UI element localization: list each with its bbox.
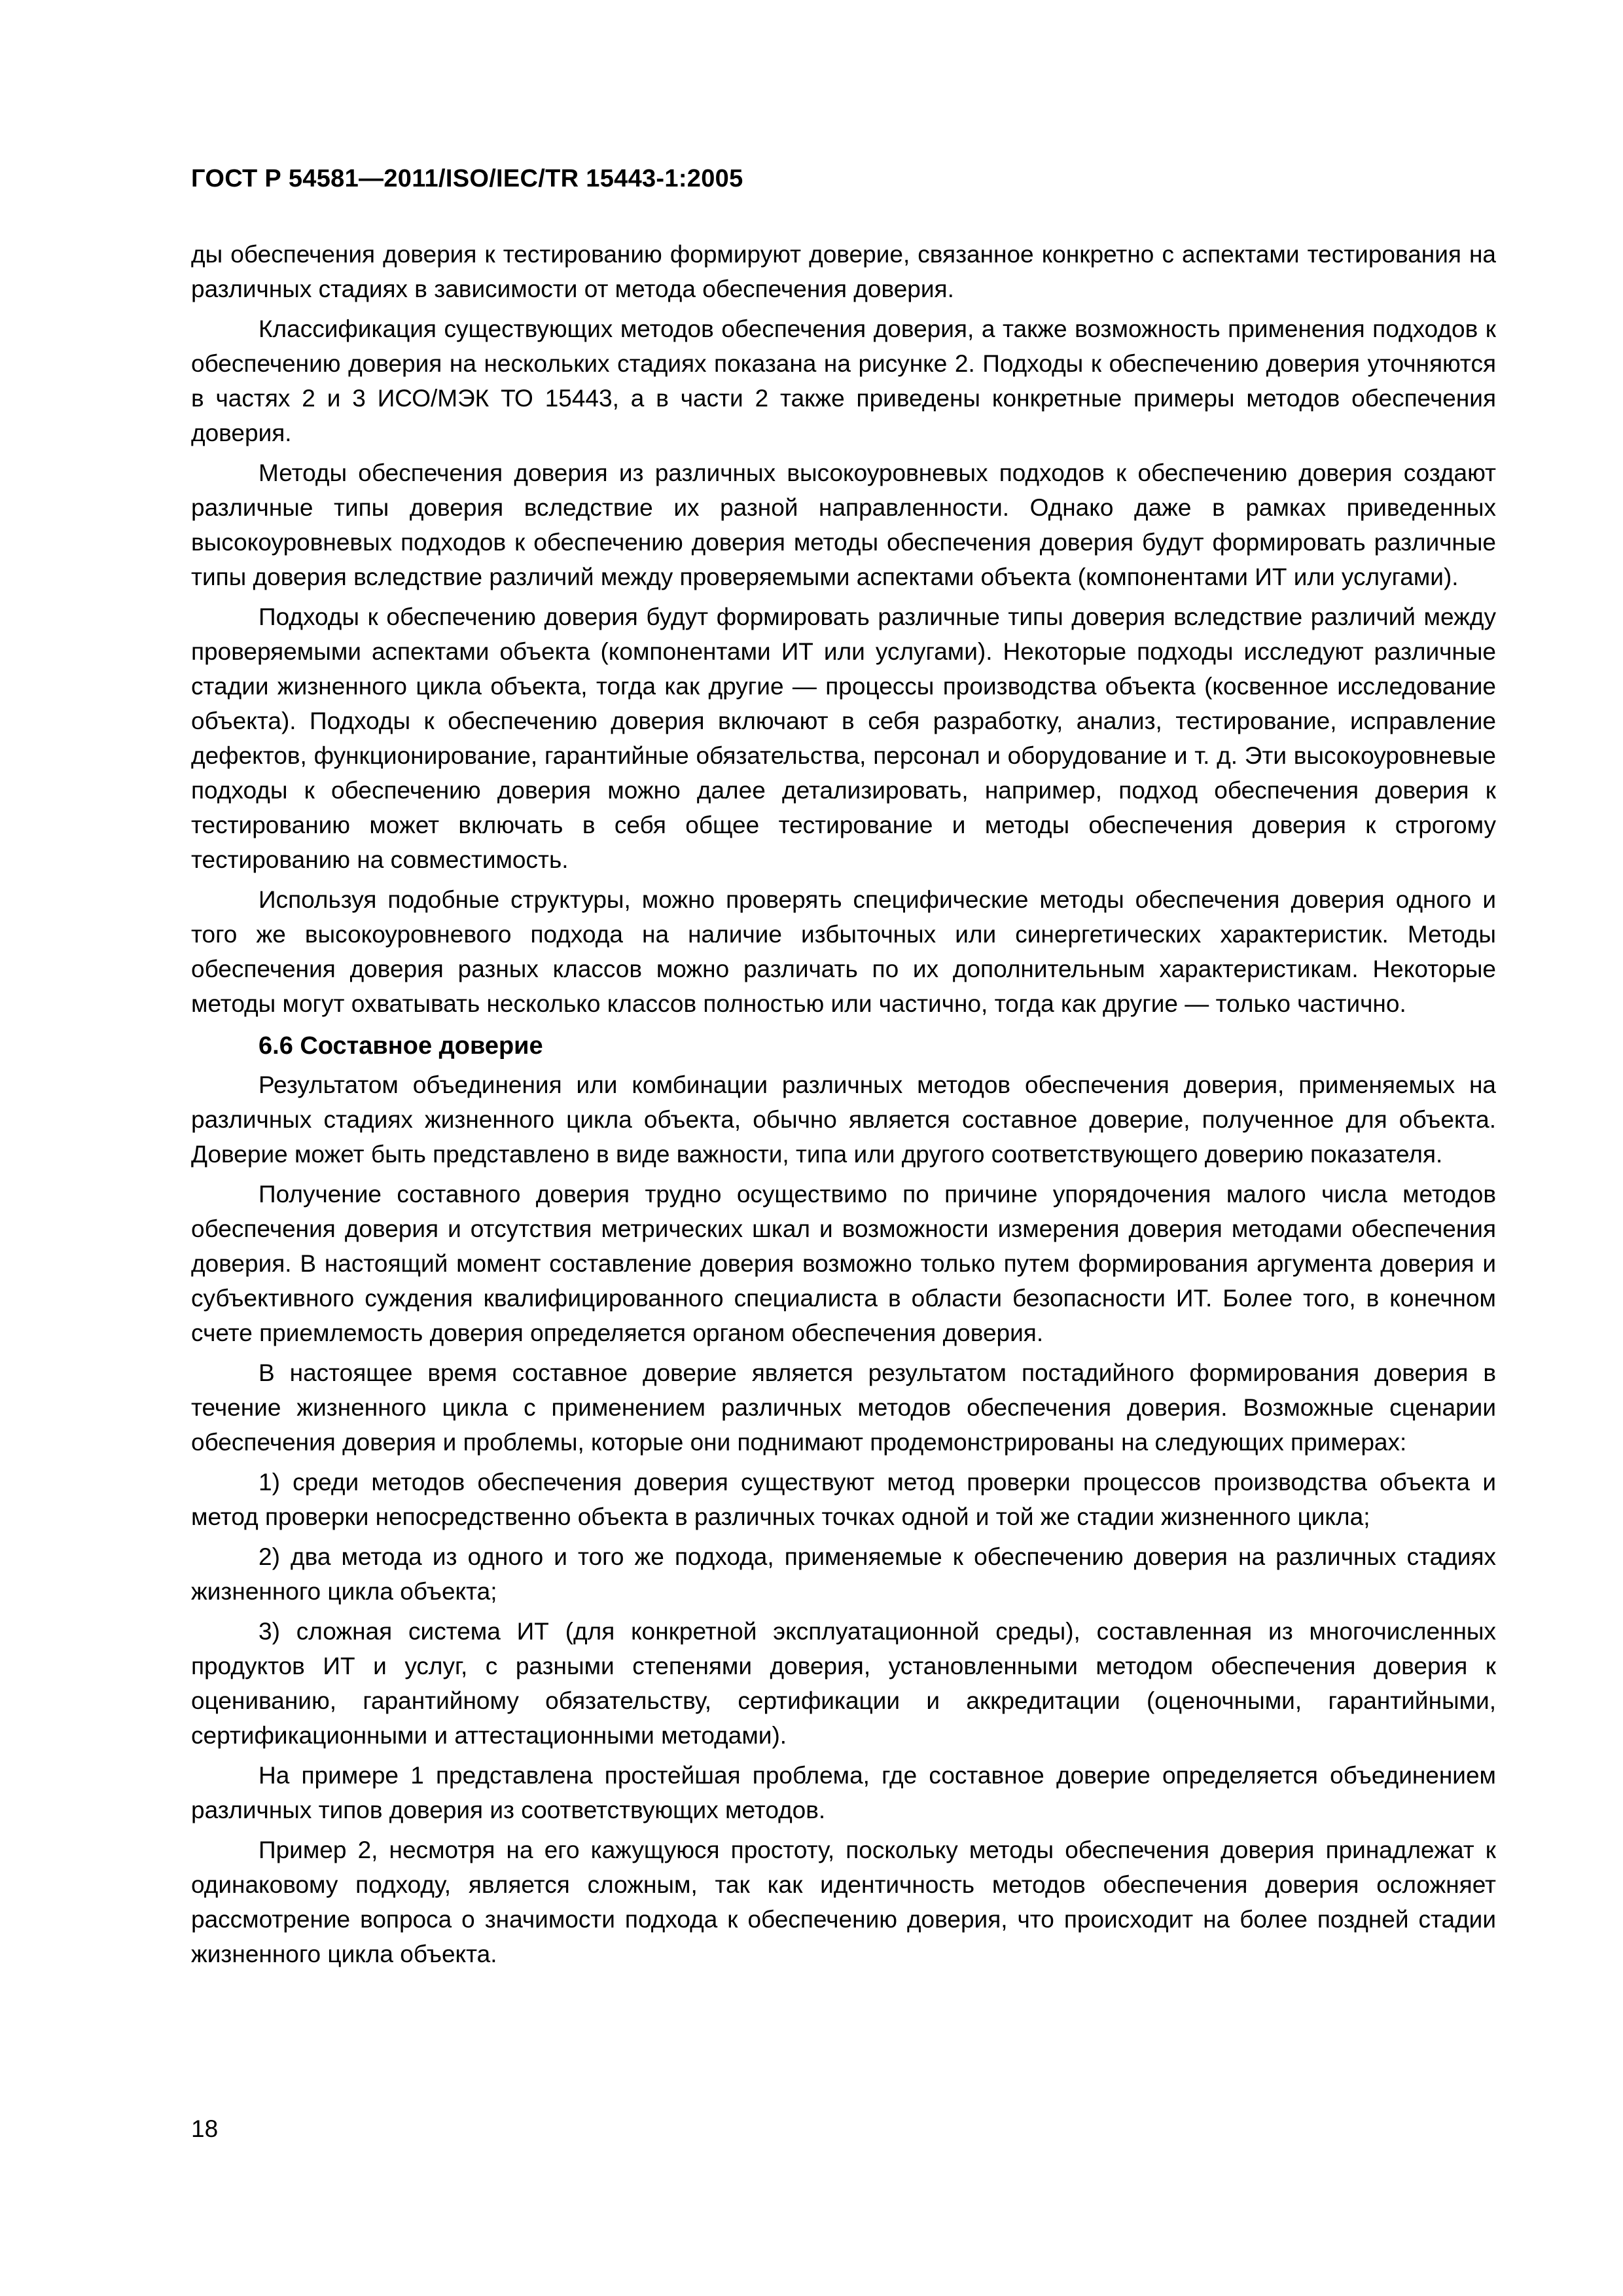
paragraph: Результатом объединения или комбинации различных методов обеспечения доверия, применяемых на различных стадиях жизненного цикла объекта, обычно является составное доверие, полученное для объекта. Доверие может быть представлено в виде важности, типа или другого соответствующего доверию показателя. — [191, 1071, 1496, 1168]
paragraph: На примере 1 представлена простейшая проблема, где составное доверие определяется объединением различных типов доверия из соответствующих методов. — [191, 1762, 1496, 1823]
paragraph: В настоящее время составное доверие является результатом постадийного формирования доверия в течение жизненного цикла с применением различных методов обеспечения доверия. Возможные сценарии обеспечения доверия и проблемы, которые они поднимают продемонстрированы на следующих примерах: — [191, 1359, 1496, 1456]
list-item: 1) среди методов обеспечения доверия существуют метод проверки процессов производства объекта и метод проверки непосредственно объекта в различных точках одной и той же стадии жизненного цикла; — [191, 1469, 1496, 1530]
paragraph: Классификация существующих методов обеспечения доверия, а также возможность применения подходов к обеспечению доверия на нескольких стадиях показана на рисунке 2. Подходы к обеспечению доверия уточняются в частях 2 и 3 ИСО/МЭК ТО 15443, а в части 2 также приведены конкретные примеры методов обеспечения доверия. — [191, 315, 1496, 446]
list-item: 2) два метода из одного и того же подхода, применяемые к обеспечению доверия на различных стадиях жизненного цикла объекта; — [191, 1543, 1496, 1605]
paragraph: Подходы к обеспечению доверия будут формировать различные типы доверия вследствие различий между проверяемыми аспектами объекта (компонентами ИТ или услугами). Некоторые подходы исследуют различные стадии жизненного цикла объекта, тогда как другие — процессы производства объекта (косвенное исследование объекта). Подходы к обеспечению доверия включают в себя разработку, анализ, тестирование, исправление дефектов, функционирование, гарантийные обязательства, персонал и оборудование и т. д. Эти высокоуровневые подходы к обеспечению доверия можно далее детализировать, например, подход обеспечения доверия к тестированию может включать в себя общее тестирование и методы обеспечения доверия к строгому тестированию на совместимость. — [191, 603, 1496, 873]
list-item: 3) сложная система ИТ (для конкретной эксплуатационной среды), составленная из многочисленных продуктов ИТ и услуг, с разными степенями доверия, установленными методом обеспечения доверия к оцениванию, гарантийному обязательству, сертификации и аккредитации (оценочными, гарантийными, сертификационными и аттестационными методами). — [191, 1618, 1496, 1749]
paragraph: Методы обеспечения доверия из различных высокоуровневых подходов к обеспечению доверия создают различные типы доверия вследствие их разной направленности. Однако даже в рамках приведенных высокоуровневых подходов к обеспечению доверия методы обеспечения доверия будут формировать различные типы доверия вследствие различий между проверяемыми аспектами объекта (компонентами ИТ или услугами). — [191, 459, 1496, 590]
section-heading: 6.6 Составное доверие — [259, 1032, 543, 1060]
paragraph: Получение составного доверия трудно осуществимо по причине упорядочения малого числа методов обеспечения доверия и отсутствия метрических шкал и возможности измерения доверия методами обеспечения доверия. В настоящий момент составление доверия возможно только путем формирования аргумента доверия и субъективного суждения квалифицированного специалиста в области безопасности ИТ. Более того, в конечном счете приемлемость доверия определяется органом обеспечения доверия. — [191, 1181, 1496, 1346]
paragraph: Пример 2, несмотря на его кажущуюся простоту, поскольку методы обеспечения доверия принадлежат к одинаковому подходу, является сложным, так как идентичность методов обеспечения доверия осложняет рассмотрение вопроса о значимости подхода к обеспечению доверия, что происходит на более поздней стадии жизненного цикла объекта. — [191, 1837, 1496, 1967]
paragraph-continuation: ды обеспечения доверия к тестированию формируют доверие, связанное конкретно с аспектами тестирования на различных стадиях в зависимости от метода обеспечения доверия. — [191, 241, 1496, 302]
body-text — [191, 237, 1496, 1971]
page-number: 18 — [191, 2115, 219, 2142]
paragraph: Используя подобные структуры, можно проверять специфические методы обеспечения доверия одного и того же высокоуровневого подхода на наличие избыточных или синергетических характеристик. Методы обеспечения доверия разных классов можно различать по их дополнительным характеристикам. Некоторые методы могут охватывать несколько классов полностью или частично, тогда как другие — только частично. — [191, 886, 1496, 1017]
standard-header: ГОСТ Р 54581—2011/ISO/IEC/TR 15443-1:2005 — [191, 165, 743, 192]
